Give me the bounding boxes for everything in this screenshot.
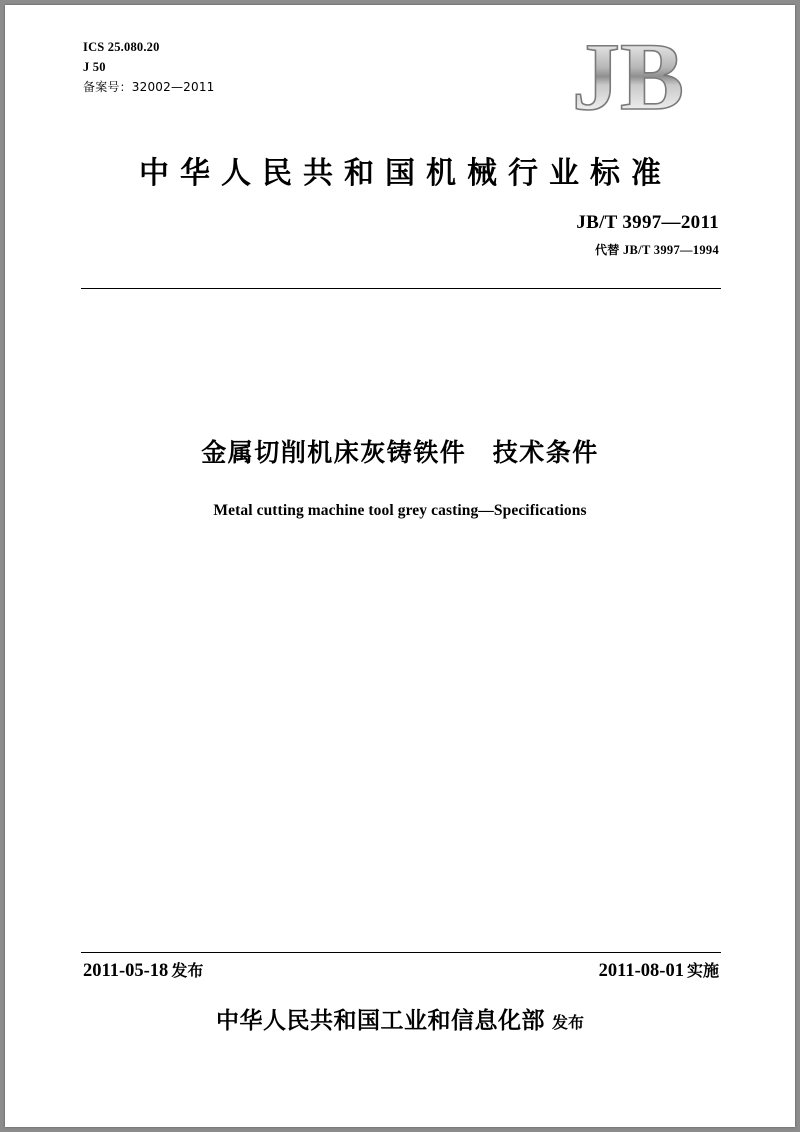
publisher-action: 发布	[551, 1013, 584, 1032]
issue-date-group	[83, 958, 203, 982]
document-title-english: Metal cutting machine tool grey casting—Specifications	[213, 502, 587, 519]
record-number: 备案号：32002—2011	[83, 79, 215, 94]
implementation-date-label: 实施	[686, 961, 719, 980]
standard-number: JB/T 3997—2011	[576, 212, 719, 233]
national-standard-title: 中华人民共和国机械行业标准	[139, 156, 672, 191]
replaces-value: JB/T 3997—1994	[623, 243, 719, 257]
document-page	[5, 5, 795, 1127]
replaces-label: 代替	[594, 243, 620, 257]
svg-text:JB: JB	[571, 31, 685, 123]
standard-replaces	[576, 241, 719, 258]
implementation-date-group	[599, 958, 719, 982]
document-title-chinese: 金属切削机床灰铸铁件 技术条件	[201, 438, 599, 467]
issue-date: 2011-05-18	[83, 961, 169, 981]
ics-header-block	[83, 37, 215, 97]
divider-bottom	[81, 952, 721, 953]
publisher-name: 中华人民共和国工业和信息化部	[215, 1008, 545, 1034]
implementation-date: 2011-08-01	[598, 961, 684, 981]
standard-number-block	[576, 212, 719, 258]
date-row	[83, 958, 719, 982]
issue-date-label: 发布	[171, 961, 204, 980]
divider-top	[81, 288, 721, 289]
jb-logo	[536, 31, 721, 123]
ics-number: ICS 25.080.20	[83, 40, 160, 54]
publisher-line	[5, 1002, 795, 1035]
classification-code: J 50	[83, 60, 106, 75]
